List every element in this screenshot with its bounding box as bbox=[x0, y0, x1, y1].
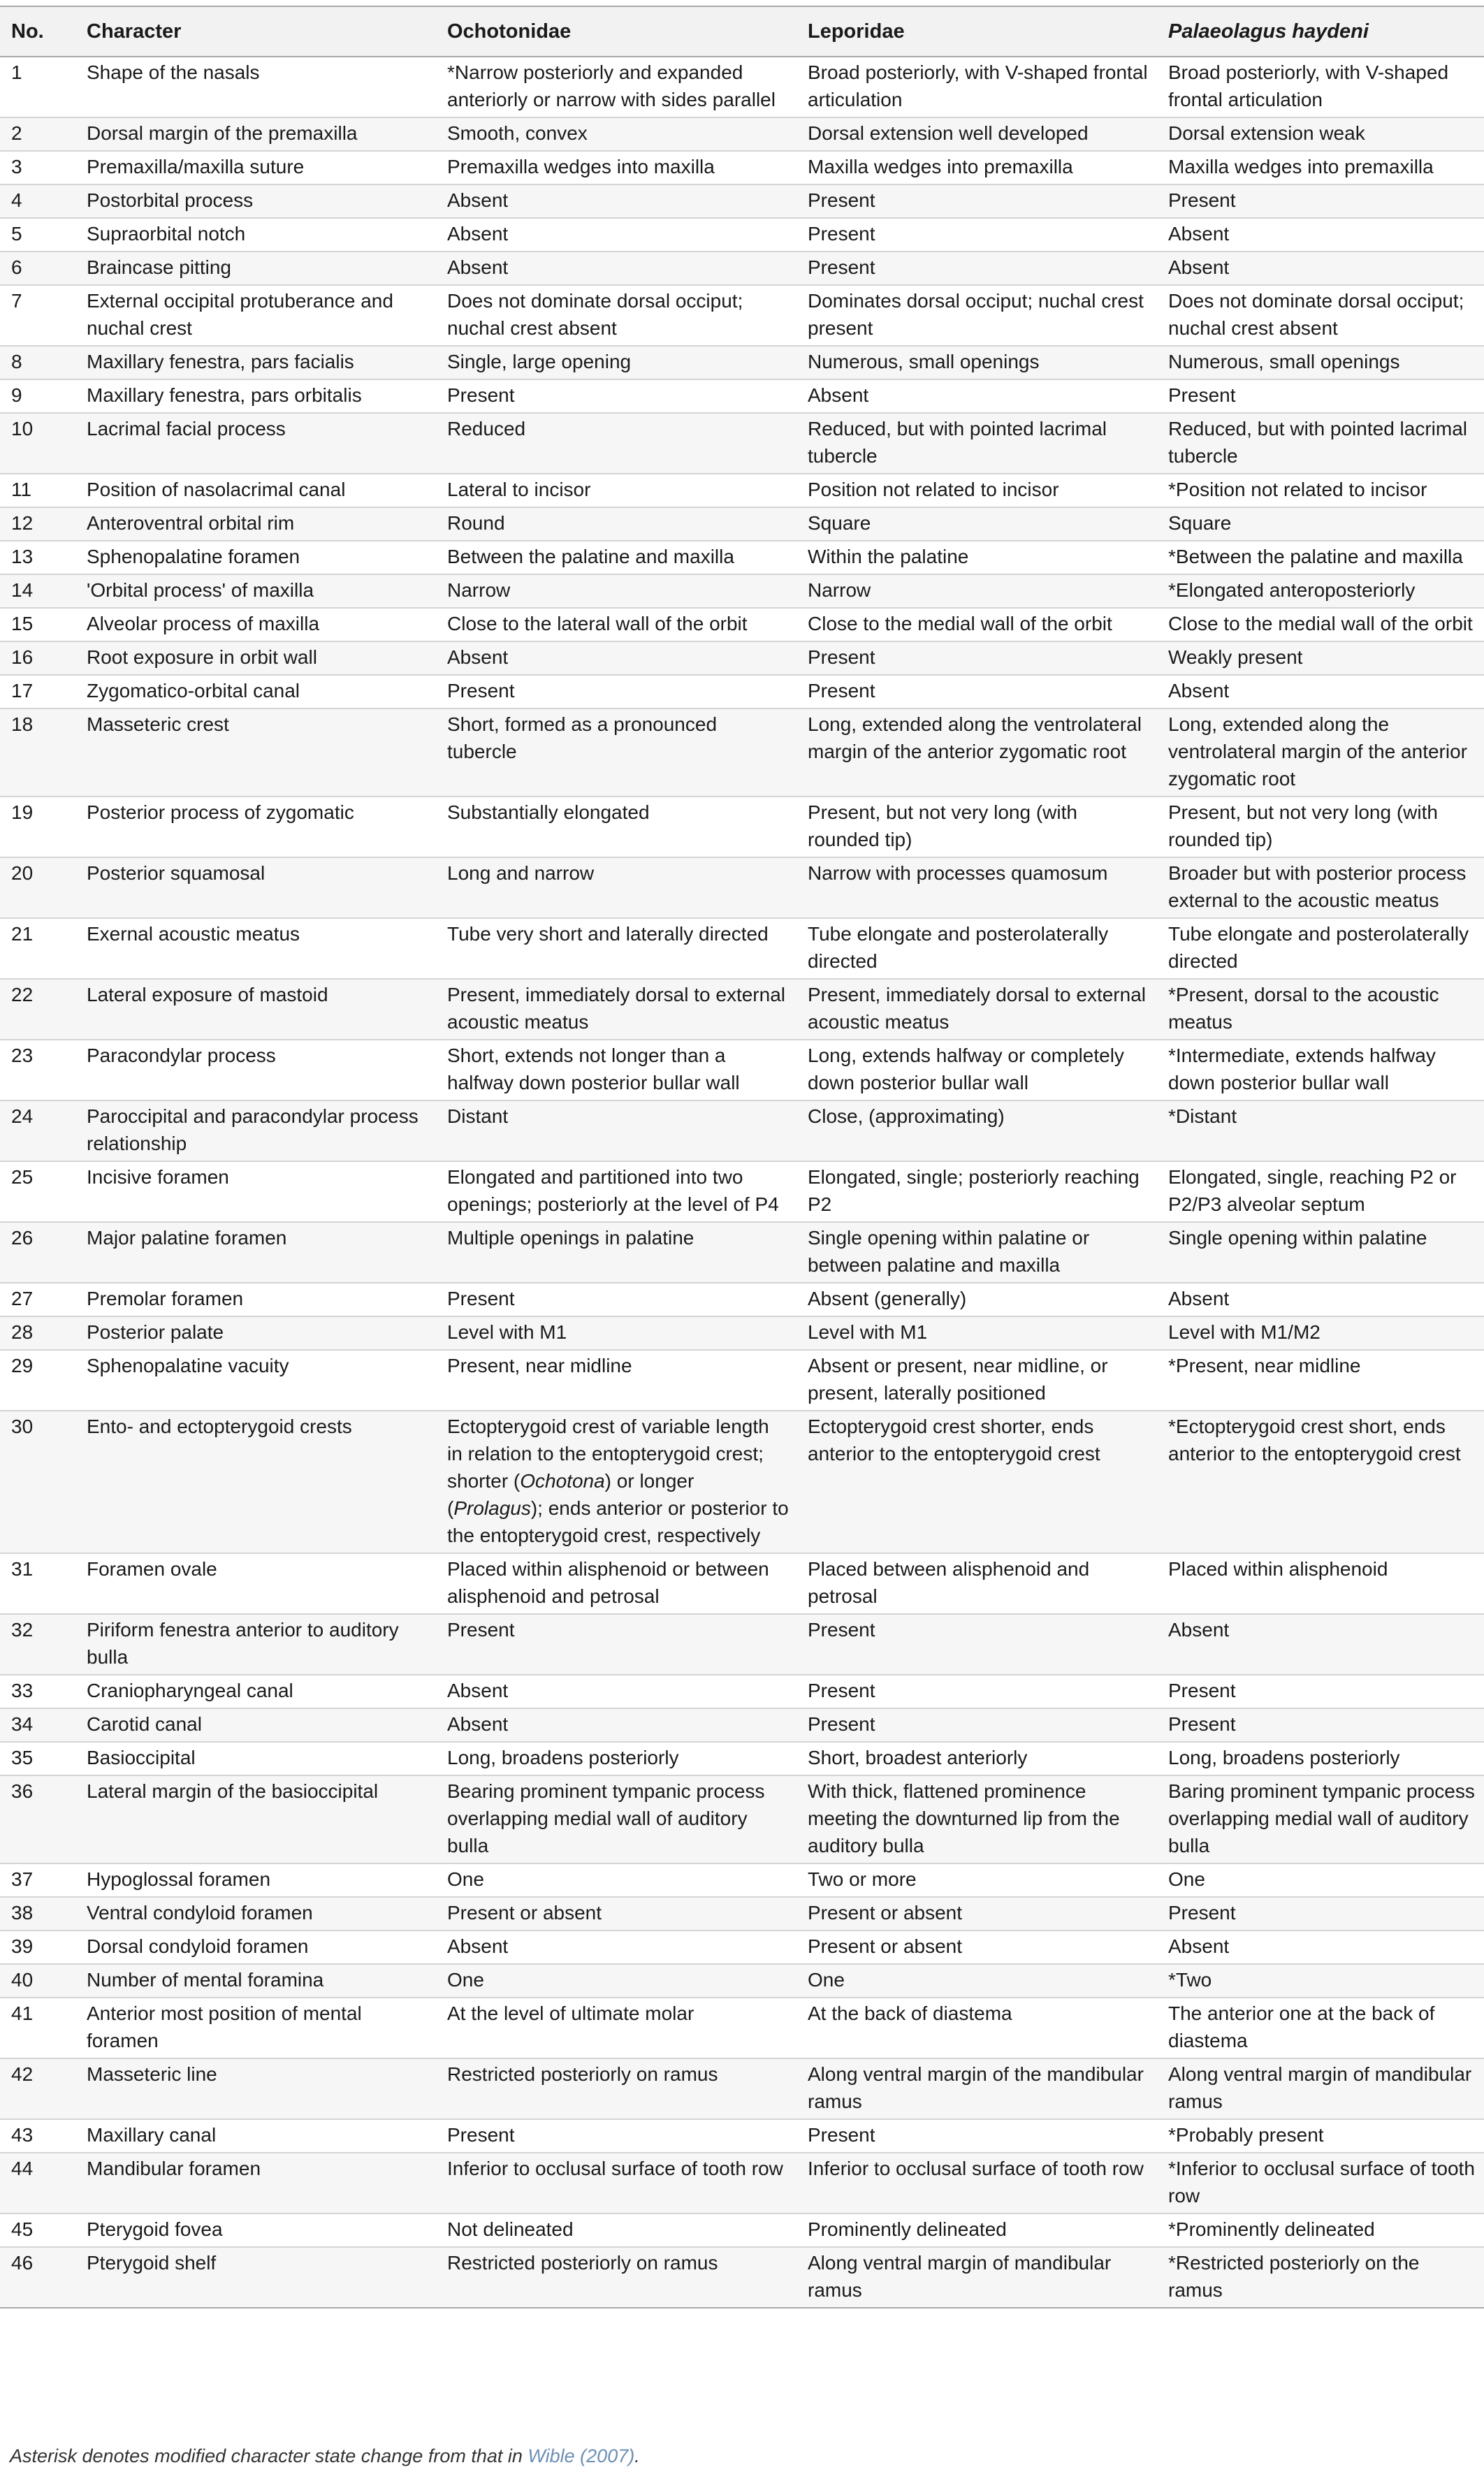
table-row bbox=[0, 1350, 1484, 1411]
cell-no: 10 bbox=[0, 413, 75, 474]
cell-character: Dorsal condyloid foramen bbox=[75, 1931, 436, 1964]
cell-palaeolagus: Level with M1/M2 bbox=[1157, 1316, 1484, 1350]
cell-character: Anteroventral orbital rim bbox=[75, 507, 436, 541]
cell-no: 12 bbox=[0, 507, 75, 541]
cell-leporidae: Level with M1 bbox=[796, 1316, 1157, 1350]
cell-palaeolagus: Present bbox=[1157, 1708, 1484, 1742]
cell-palaeolagus: Placed within alisphenoid bbox=[1157, 1553, 1484, 1614]
cell-no: 8 bbox=[0, 346, 75, 379]
cell-no: 34 bbox=[0, 1708, 75, 1742]
cell-leporidae: Present bbox=[796, 2119, 1157, 2153]
table-row bbox=[0, 379, 1484, 413]
table-row bbox=[0, 608, 1484, 641]
cell-palaeolagus: *Inferior to occlusal surface of tooth row bbox=[1157, 2153, 1484, 2213]
table-row bbox=[0, 1161, 1484, 1222]
cell-ochotonidae: Bearing prominent tympanic process overlapping medial wall of auditory bulla bbox=[436, 1775, 796, 1863]
cell-ochotonidae: Level with M1 bbox=[436, 1316, 796, 1350]
table-row bbox=[0, 1931, 1484, 1964]
cell-palaeolagus: *Between the palatine and maxilla bbox=[1157, 541, 1484, 574]
cell-palaeolagus: *Restricted posteriorly on the ramus bbox=[1157, 2247, 1484, 2308]
cell-no: 24 bbox=[0, 1100, 75, 1161]
cell-leporidae: Long, extended along the ventrolateral margin of the anterior zygomatic root bbox=[796, 708, 1157, 797]
cell-ochotonidae: Tube very short and laterally directed bbox=[436, 918, 796, 979]
cell-leporidae: Present bbox=[796, 218, 1157, 252]
cell-ochotonidae: Present bbox=[436, 379, 796, 413]
cell-character: Dorsal margin of the premaxilla bbox=[75, 117, 436, 151]
cell-no: 23 bbox=[0, 1040, 75, 1100]
cell-palaeolagus: Elongated, single, reaching P2 or P2/P3 alveolar septum bbox=[1157, 1161, 1484, 1222]
cell-no: 38 bbox=[0, 1897, 75, 1931]
cell-ochotonidae: Elongated and partitioned into two openings; posteriorly at the level of P4 bbox=[436, 1161, 796, 1222]
cell-no: 5 bbox=[0, 218, 75, 252]
cell-character: Foramen ovale bbox=[75, 1553, 436, 1614]
cell-no: 44 bbox=[0, 2153, 75, 2213]
cell-ochotonidae: *Narrow posteriorly and expanded anteriorly or narrow with sides parallel bbox=[436, 57, 796, 117]
table-row bbox=[0, 641, 1484, 675]
table-row bbox=[0, 285, 1484, 346]
header-palaeolagus: Palaeolagus haydeni bbox=[1157, 6, 1484, 57]
cell-no: 1 bbox=[0, 57, 75, 117]
cell-character: Ento- and ectopterygoid crests bbox=[75, 1411, 436, 1553]
cell-palaeolagus: Tube elongate and posterolaterally directed bbox=[1157, 918, 1484, 979]
cell-ochotonidae: Smooth, convex bbox=[436, 117, 796, 151]
cell-no: 6 bbox=[0, 252, 75, 285]
table-row bbox=[0, 1411, 1484, 1553]
cell-ochotonidae: Restricted posteriorly on ramus bbox=[436, 2058, 796, 2119]
cell-character: Braincase pitting bbox=[75, 252, 436, 285]
cell-leporidae: Present bbox=[796, 252, 1157, 285]
cell-no: 28 bbox=[0, 1316, 75, 1350]
cell-ochotonidae: At the level of ultimate molar bbox=[436, 1998, 796, 2058]
cell-character: Maxillary canal bbox=[75, 2119, 436, 2153]
table-row bbox=[0, 2058, 1484, 2119]
cell-leporidae: Present bbox=[796, 641, 1157, 675]
cell-ochotonidae: Round bbox=[436, 507, 796, 541]
footnote-end: . bbox=[634, 2445, 640, 2466]
cell-no: 17 bbox=[0, 675, 75, 708]
cell-character: Number of mental foramina bbox=[75, 1964, 436, 1998]
table-row bbox=[0, 675, 1484, 708]
cell-no: 3 bbox=[0, 151, 75, 184]
cell-no: 7 bbox=[0, 285, 75, 346]
cell-leporidae: Dorsal extension well developed bbox=[796, 117, 1157, 151]
cell-character: Hypoglossal foramen bbox=[75, 1863, 436, 1897]
cell-ochotonidae: Substantially elongated bbox=[436, 797, 796, 857]
cell-ochotonidae: Distant bbox=[436, 1100, 796, 1161]
cell-character: Sphenopalatine foramen bbox=[75, 541, 436, 574]
cell-palaeolagus: *Position not related to incisor bbox=[1157, 474, 1484, 507]
cell-leporidae: Present or absent bbox=[796, 1931, 1157, 1964]
footnote-citation-link[interactable]: Wible (2007) bbox=[528, 2445, 635, 2466]
cell-leporidae: Present bbox=[796, 1675, 1157, 1708]
cell-character: Sphenopalatine vacuity bbox=[75, 1350, 436, 1411]
cell-no: 16 bbox=[0, 641, 75, 675]
table-row bbox=[0, 413, 1484, 474]
cell-character: Maxillary fenestra, pars orbitalis bbox=[75, 379, 436, 413]
footnote-text: Asterisk denotes modified character state change from that in bbox=[10, 2445, 528, 2466]
table-row bbox=[0, 507, 1484, 541]
cell-no: 32 bbox=[0, 1614, 75, 1675]
cell-ochotonidae: Reduced bbox=[436, 413, 796, 474]
cell-ochotonidae: Close to the lateral wall of the orbit bbox=[436, 608, 796, 641]
cell-ochotonidae: Short, formed as a pronounced tubercle bbox=[436, 708, 796, 797]
cell-palaeolagus: Baring prominent tympanic process overlapping medial wall of auditory bulla bbox=[1157, 1775, 1484, 1863]
cell-ochotonidae: Present bbox=[436, 675, 796, 708]
cell-character: Lateral exposure of mastoid bbox=[75, 979, 436, 1040]
cell-ochotonidae: Lateral to incisor bbox=[436, 474, 796, 507]
cell-character: External occipital protuberance and nuchal crest bbox=[75, 285, 436, 346]
cell-palaeolagus: Weakly present bbox=[1157, 641, 1484, 675]
table-row bbox=[0, 1283, 1484, 1316]
cell-palaeolagus: *Two bbox=[1157, 1964, 1484, 1998]
table-row bbox=[0, 857, 1484, 918]
cell-character: Basioccipital bbox=[75, 1742, 436, 1775]
cell-character: Maxillary fenestra, pars facialis bbox=[75, 346, 436, 379]
cell-no: 27 bbox=[0, 1283, 75, 1316]
cell-no: 4 bbox=[0, 184, 75, 218]
cell-palaeolagus: Close to the medial wall of the orbit bbox=[1157, 608, 1484, 641]
cell-text-part: ); ends anterior or posterior to the entopterygoid crest, respectively bbox=[447, 1497, 789, 1546]
cell-leporidae: Numerous, small openings bbox=[796, 346, 1157, 379]
cell-ochotonidae: Present bbox=[436, 2119, 796, 2153]
cell-leporidae: Two or more bbox=[796, 1863, 1157, 1897]
table-row bbox=[0, 1675, 1484, 1708]
table-body bbox=[0, 57, 1484, 2308]
table-row bbox=[0, 1040, 1484, 1100]
cell-palaeolagus: *Intermediate, extends halfway down posterior bullar wall bbox=[1157, 1040, 1484, 1100]
cell-palaeolagus: Reduced, but with pointed lacrimal tubercle bbox=[1157, 413, 1484, 474]
cell-character: Masseteric line bbox=[75, 2058, 436, 2119]
cell-character: Root exposure in orbit wall bbox=[75, 641, 436, 675]
cell-leporidae: Close, (approximating) bbox=[796, 1100, 1157, 1161]
cell-ochotonidae: Premaxilla wedges into maxilla bbox=[436, 151, 796, 184]
cell-character: Exernal acoustic meatus bbox=[75, 918, 436, 979]
table-row bbox=[0, 252, 1484, 285]
header-row bbox=[0, 6, 1484, 57]
cell-character: Lacrimal facial process bbox=[75, 413, 436, 474]
cell-ochotonidae: Short, extends not longer than a halfway down posterior bullar wall bbox=[436, 1040, 796, 1100]
table-row bbox=[0, 218, 1484, 252]
cell-leporidae: Ectopterygoid crest shorter, ends anterior to the entopterygoid crest bbox=[796, 1411, 1157, 1553]
cell-leporidae: Reduced, but with pointed lacrimal tubercle bbox=[796, 413, 1157, 474]
cell-palaeolagus: Absent bbox=[1157, 252, 1484, 285]
cell-no: 42 bbox=[0, 2058, 75, 2119]
cell-ochotonidae: Long, broadens posteriorly bbox=[436, 1742, 796, 1775]
cell-no: 25 bbox=[0, 1161, 75, 1222]
cell-palaeolagus: One bbox=[1157, 1863, 1484, 1897]
cell-palaeolagus: *Probably present bbox=[1157, 2119, 1484, 2153]
cell-character: Lateral margin of the basioccipital bbox=[75, 1775, 436, 1863]
table-row bbox=[0, 346, 1484, 379]
cell-character: Premolar foramen bbox=[75, 1283, 436, 1316]
cell-ochotonidae: Absent bbox=[436, 218, 796, 252]
cell-character: Posterior palate bbox=[75, 1316, 436, 1350]
cell-character: Craniopharyngeal canal bbox=[75, 1675, 436, 1708]
cell-character: Paracondylar process bbox=[75, 1040, 436, 1100]
table-row bbox=[0, 2213, 1484, 2247]
cell-palaeolagus: Long, broadens posteriorly bbox=[1157, 1742, 1484, 1775]
cell-ochotonidae: Multiple openings in palatine bbox=[436, 1222, 796, 1283]
cell-leporidae: Absent or present, near midline, or present, laterally positioned bbox=[796, 1350, 1157, 1411]
cell-leporidae: Present bbox=[796, 1614, 1157, 1675]
cell-no: 41 bbox=[0, 1998, 75, 2058]
cell-character: Paroccipital and paracondylar process relationship bbox=[75, 1100, 436, 1161]
cell-ochotonidae: Placed within alisphenoid or between alisphenoid and petrosal bbox=[436, 1553, 796, 1614]
taxon-name: Prolagus bbox=[453, 1497, 531, 1519]
table-row bbox=[0, 1708, 1484, 1742]
character-table bbox=[0, 6, 1484, 2309]
cell-character: Pterygoid shelf bbox=[75, 2247, 436, 2308]
cell-ochotonidae: Present, immediately dorsal to external acoustic meatus bbox=[436, 979, 796, 1040]
cell-leporidae: Inferior to occlusal surface of tooth row bbox=[796, 2153, 1157, 2213]
table-footnote bbox=[10, 2445, 640, 2467]
cell-no: 13 bbox=[0, 541, 75, 574]
table-row bbox=[0, 474, 1484, 507]
cell-leporidae: Placed between alisphenoid and petrosal bbox=[796, 1553, 1157, 1614]
cell-no: 29 bbox=[0, 1350, 75, 1411]
cell-palaeolagus: Absent bbox=[1157, 675, 1484, 708]
header-leporidae: Leporidae bbox=[796, 6, 1157, 57]
cell-character: Shape of the nasals bbox=[75, 57, 436, 117]
cell-character: Posterior process of zygomatic bbox=[75, 797, 436, 857]
cell-palaeolagus: Present bbox=[1157, 184, 1484, 218]
cell-palaeolagus: Dorsal extension weak bbox=[1157, 117, 1484, 151]
cell-leporidae: Broad posteriorly, with V-shaped frontal articulation bbox=[796, 57, 1157, 117]
cell-character: Piriform fenestra anterior to auditory bulla bbox=[75, 1614, 436, 1675]
cell-palaeolagus: *Prominently delineated bbox=[1157, 2213, 1484, 2247]
cell-leporidae: Present bbox=[796, 1708, 1157, 1742]
cell-palaeolagus: *Distant bbox=[1157, 1100, 1484, 1161]
table-row bbox=[0, 1998, 1484, 2058]
table-row bbox=[0, 541, 1484, 574]
cell-ochotonidae: Present bbox=[436, 1283, 796, 1316]
cell-palaeolagus: Single opening within palatine bbox=[1157, 1222, 1484, 1283]
table-row bbox=[0, 1614, 1484, 1675]
header-no: No. bbox=[0, 6, 75, 57]
table-row bbox=[0, 797, 1484, 857]
header-character: Character bbox=[75, 6, 436, 57]
cell-character: Masseteric crest bbox=[75, 708, 436, 797]
cell-character: Position of nasolacrimal canal bbox=[75, 474, 436, 507]
cell-character: Posterior squamosal bbox=[75, 857, 436, 918]
cell-palaeolagus: Square bbox=[1157, 507, 1484, 541]
cell-palaeolagus: Absent bbox=[1157, 1931, 1484, 1964]
cell-no: 19 bbox=[0, 797, 75, 857]
cell-no: 37 bbox=[0, 1863, 75, 1897]
table-row bbox=[0, 2247, 1484, 2308]
cell-ochotonidae: Does not dominate dorsal occiput; nuchal crest absent bbox=[436, 285, 796, 346]
cell-leporidae: With thick, flattened prominence meeting the downturned lip from the auditory bulla bbox=[796, 1775, 1157, 1863]
cell-ochotonidae: Absent bbox=[436, 184, 796, 218]
table-row bbox=[0, 1897, 1484, 1931]
cell-no: 39 bbox=[0, 1931, 75, 1964]
cell-leporidae: Dominates dorsal occiput; nuchal crest present bbox=[796, 285, 1157, 346]
cell-character: Alveolar process of maxilla bbox=[75, 608, 436, 641]
cell-no: 15 bbox=[0, 608, 75, 641]
cell-palaeolagus: Absent bbox=[1157, 1283, 1484, 1316]
cell-leporidae: Position not related to incisor bbox=[796, 474, 1157, 507]
cell-text-part: Ectopterygoid crest of variable length in relation to the entopterygoid crest; shorter ( bbox=[447, 1416, 769, 1492]
cell-leporidae: Present or absent bbox=[796, 1897, 1157, 1931]
cell-ochotonidae: Long and narrow bbox=[436, 857, 796, 918]
cell-no: 43 bbox=[0, 2119, 75, 2153]
cell-palaeolagus: Absent bbox=[1157, 218, 1484, 252]
cell-leporidae: Prominently delineated bbox=[796, 2213, 1157, 2247]
table-row bbox=[0, 1222, 1484, 1283]
cell-ochotonidae: One bbox=[436, 1964, 796, 1998]
cell-leporidae: Single opening within palatine or between palatine and maxilla bbox=[796, 1222, 1157, 1283]
cell-leporidae: Narrow with processes quamosum bbox=[796, 857, 1157, 918]
cell-character: Major palatine foramen bbox=[75, 1222, 436, 1283]
cell-palaeolagus: *Ectopterygoid crest short, ends anterior to the entopterygoid crest bbox=[1157, 1411, 1484, 1553]
cell-character: Ventral condyloid foramen bbox=[75, 1897, 436, 1931]
cell-ochotonidae: Absent bbox=[436, 252, 796, 285]
cell-leporidae: Along ventral margin of mandibular ramus bbox=[796, 2247, 1157, 2308]
cell-ochotonidae: Absent bbox=[436, 1931, 796, 1964]
cell-leporidae: Maxilla wedges into premaxilla bbox=[796, 151, 1157, 184]
table-row bbox=[0, 1316, 1484, 1350]
cell-ochotonidae: One bbox=[436, 1863, 796, 1897]
table-row bbox=[0, 184, 1484, 218]
cell-no: 45 bbox=[0, 2213, 75, 2247]
cell-no: 11 bbox=[0, 474, 75, 507]
cell-ochotonidae: Single, large opening bbox=[436, 346, 796, 379]
table-row bbox=[0, 708, 1484, 797]
cell-palaeolagus: Broader but with posterior process external to the acoustic meatus bbox=[1157, 857, 1484, 918]
cell-text-part: ) or longer ( bbox=[447, 1470, 694, 1519]
cell-no: 40 bbox=[0, 1964, 75, 1998]
cell-ochotonidae: Present or absent bbox=[436, 1897, 796, 1931]
cell-ochotonidae: Absent bbox=[436, 1708, 796, 1742]
cell-leporidae: Along ventral margin of the mandibular ramus bbox=[796, 2058, 1157, 2119]
cell-no: 31 bbox=[0, 1553, 75, 1614]
cell-ochotonidae: Inferior to occlusal surface of tooth row bbox=[436, 2153, 796, 2213]
cell-no: 26 bbox=[0, 1222, 75, 1283]
table-header bbox=[0, 6, 1484, 57]
table-row bbox=[0, 1100, 1484, 1161]
cell-no: 9 bbox=[0, 379, 75, 413]
cell-palaeolagus: Broad posteriorly, with V-shaped frontal articulation bbox=[1157, 57, 1484, 117]
table-row bbox=[0, 2119, 1484, 2153]
table-row bbox=[0, 1775, 1484, 1863]
cell-character: Supraorbital notch bbox=[75, 218, 436, 252]
cell-leporidae: Present, but not very long (with rounded tip) bbox=[796, 797, 1157, 857]
cell-character: Premaxilla/maxilla suture bbox=[75, 151, 436, 184]
cell-no: 2 bbox=[0, 117, 75, 151]
header-ochotonidae: Ochotonidae bbox=[436, 6, 796, 57]
table-row bbox=[0, 1553, 1484, 1614]
cell-character: Postorbital process bbox=[75, 184, 436, 218]
cell-palaeolagus: Long, extended along the ventrolateral margin of the anterior zygomatic root bbox=[1157, 708, 1484, 797]
cell-palaeolagus: *Present, dorsal to the acoustic meatus bbox=[1157, 979, 1484, 1040]
cell-no: 14 bbox=[0, 574, 75, 608]
cell-leporidae: Square bbox=[796, 507, 1157, 541]
cell-palaeolagus: Present bbox=[1157, 379, 1484, 413]
cell-ochotonidae: Present, near midline bbox=[436, 1350, 796, 1411]
cell-no: 22 bbox=[0, 979, 75, 1040]
table-row bbox=[0, 918, 1484, 979]
cell-palaeolagus: Does not dominate dorsal occiput; nuchal crest absent bbox=[1157, 285, 1484, 346]
cell-palaeolagus: Maxilla wedges into premaxilla bbox=[1157, 151, 1484, 184]
cell-character: Anterior most position of mental foramen bbox=[75, 1998, 436, 2058]
table-row bbox=[0, 574, 1484, 608]
table-row bbox=[0, 1964, 1484, 1998]
cell-palaeolagus: The anterior one at the back of diastema bbox=[1157, 1998, 1484, 2058]
cell-leporidae: One bbox=[796, 1964, 1157, 1998]
cell-palaeolagus: *Present, near midline bbox=[1157, 1350, 1484, 1411]
cell-leporidae: Narrow bbox=[796, 574, 1157, 608]
table-row bbox=[0, 2153, 1484, 2213]
cell-leporidae: Present bbox=[796, 675, 1157, 708]
cell-no: 21 bbox=[0, 918, 75, 979]
cell-leporidae: Tube elongate and posterolaterally directed bbox=[796, 918, 1157, 979]
cell-character: Carotid canal bbox=[75, 1708, 436, 1742]
cell-palaeolagus: Absent bbox=[1157, 1614, 1484, 1675]
table-row bbox=[0, 1863, 1484, 1897]
cell-palaeolagus: *Elongated anteroposteriorly bbox=[1157, 574, 1484, 608]
cell-palaeolagus: Along ventral margin of mandibular ramus bbox=[1157, 2058, 1484, 2119]
cell-leporidae: Present, immediately dorsal to external acoustic meatus bbox=[796, 979, 1157, 1040]
cell-palaeolagus: Present bbox=[1157, 1675, 1484, 1708]
cell-no: 46 bbox=[0, 2247, 75, 2308]
cell-leporidae: Long, extends halfway or completely down posterior bullar wall bbox=[796, 1040, 1157, 1100]
cell-character: Incisive foramen bbox=[75, 1161, 436, 1222]
cell-no: 30 bbox=[0, 1411, 75, 1553]
cell-leporidae: Absent (generally) bbox=[796, 1283, 1157, 1316]
cell-character: Zygomatico-orbital canal bbox=[75, 675, 436, 708]
cell-character: Pterygoid fovea bbox=[75, 2213, 436, 2247]
cell-ochotonidae: Absent bbox=[436, 1675, 796, 1708]
cell-ochotonidae: Absent bbox=[436, 641, 796, 675]
cell-leporidae: Absent bbox=[796, 379, 1157, 413]
cell-ochotonidae: Restricted posteriorly on ramus bbox=[436, 2247, 796, 2308]
cell-leporidae: Short, broadest anteriorly bbox=[796, 1742, 1157, 1775]
table-row bbox=[0, 57, 1484, 117]
cell-ochotonidae: Narrow bbox=[436, 574, 796, 608]
cell-leporidae: At the back of diastema bbox=[796, 1998, 1157, 2058]
cell-no: 33 bbox=[0, 1675, 75, 1708]
cell-leporidae: Close to the medial wall of the orbit bbox=[796, 608, 1157, 641]
cell-palaeolagus: Present, but not very long (with rounded tip) bbox=[1157, 797, 1484, 857]
cell-ochotonidae: Not delineated bbox=[436, 2213, 796, 2247]
cell-ochotonidae: Present bbox=[436, 1614, 796, 1675]
table-row bbox=[0, 1742, 1484, 1775]
cell-ochotonidae bbox=[436, 1411, 796, 1553]
cell-leporidae: Within the palatine bbox=[796, 541, 1157, 574]
cell-no: 36 bbox=[0, 1775, 75, 1863]
cell-leporidae: Present bbox=[796, 184, 1157, 218]
cell-palaeolagus: Numerous, small openings bbox=[1157, 346, 1484, 379]
cell-no: 35 bbox=[0, 1742, 75, 1775]
cell-character: Mandibular foramen bbox=[75, 2153, 436, 2213]
table-row bbox=[0, 117, 1484, 151]
cell-no: 20 bbox=[0, 857, 75, 918]
cell-character: 'Orbital process' of maxilla bbox=[75, 574, 436, 608]
cell-leporidae: Elongated, single; posteriorly reaching P2 bbox=[796, 1161, 1157, 1222]
cell-ochotonidae: Between the palatine and maxilla bbox=[436, 541, 796, 574]
cell-no: 18 bbox=[0, 708, 75, 797]
cell-palaeolagus: Present bbox=[1157, 1897, 1484, 1931]
table-row bbox=[0, 979, 1484, 1040]
table-row bbox=[0, 151, 1484, 184]
taxon-name: Ochotona bbox=[520, 1470, 605, 1492]
